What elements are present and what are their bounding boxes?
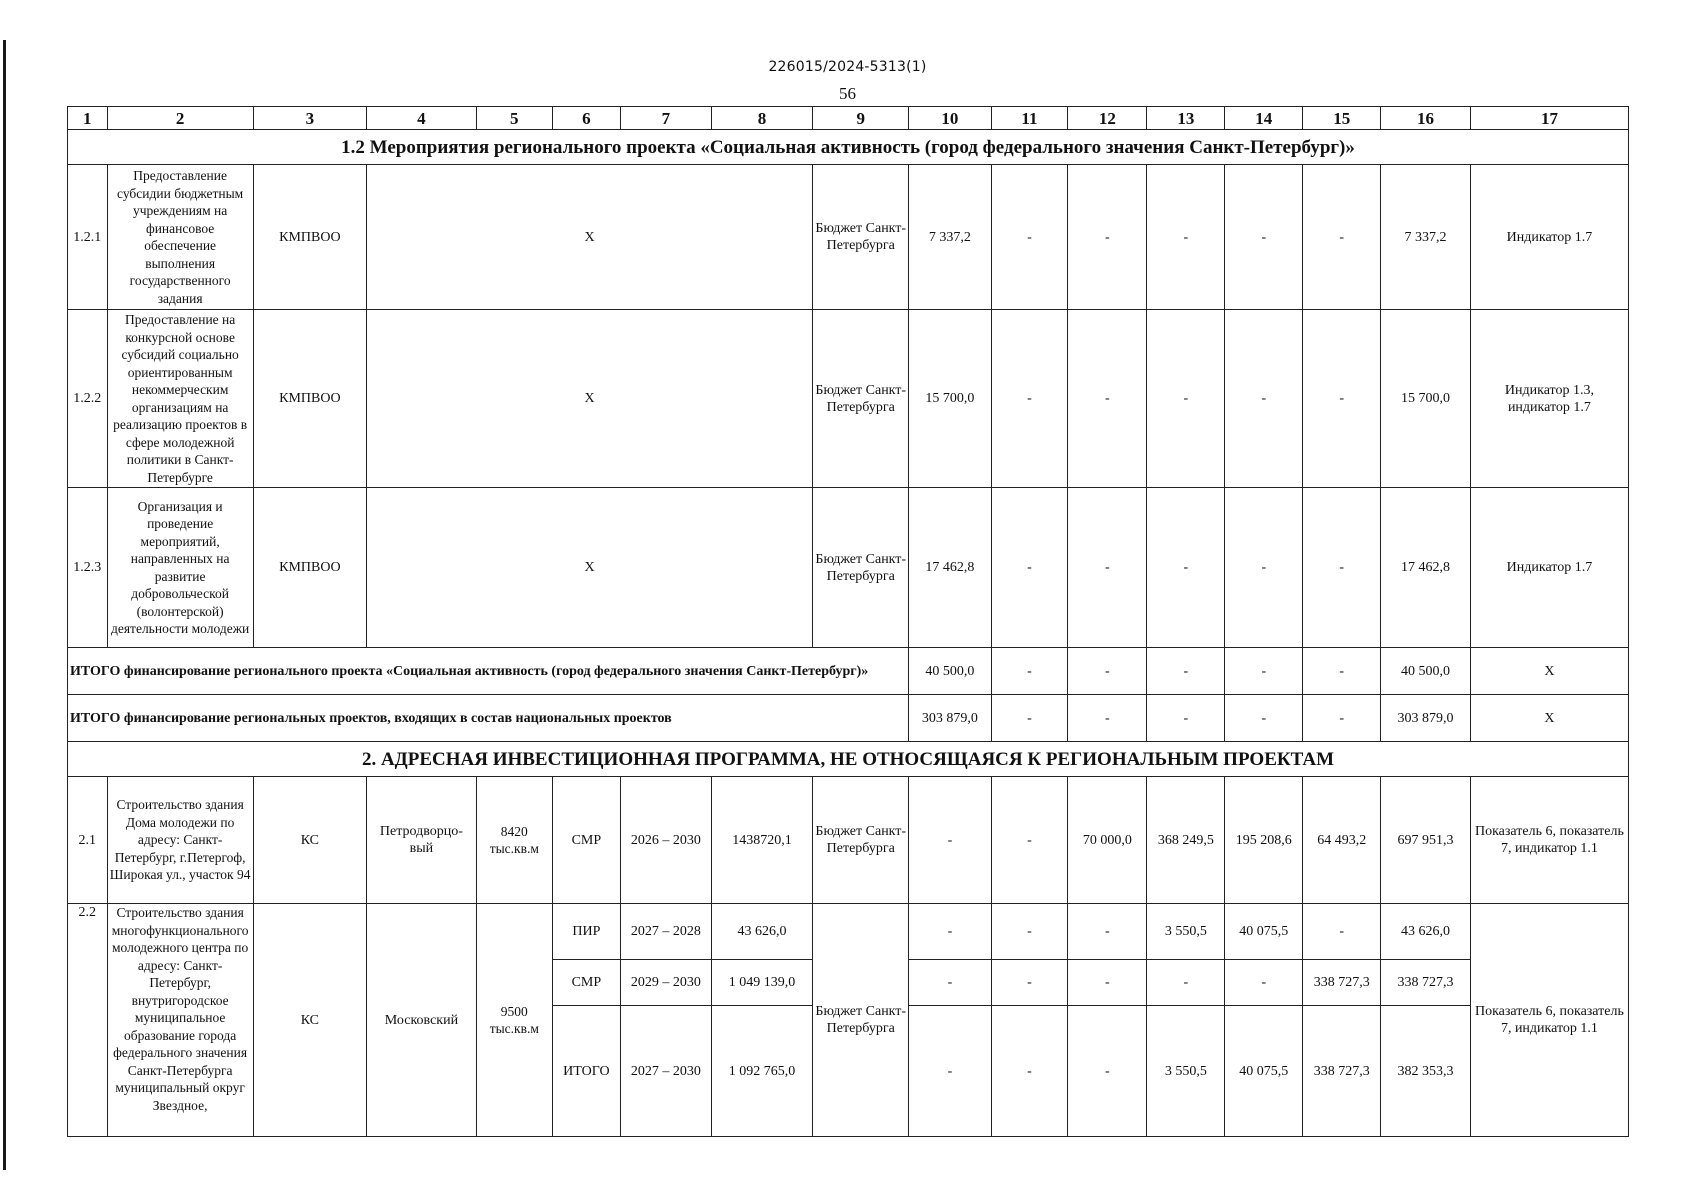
col-number: 2: [107, 107, 253, 130]
cell-value: -: [1225, 695, 1303, 742]
cell-value: 17 462,8: [909, 488, 991, 648]
executor: КС: [253, 777, 366, 904]
cell-value: 3 550,5: [1147, 904, 1225, 960]
cell-value: -: [1147, 488, 1225, 648]
funding-source: Бюджет Санкт-Петербурга: [813, 310, 909, 488]
capacity: 8420 тыс.кв.м: [476, 777, 552, 904]
measure-name: Организация и проведение мероприятий, направленных на развитие добровольческой (волонтерской) деятельности молодежи: [107, 488, 253, 648]
col-number: 12: [1068, 107, 1147, 130]
object-name: Строительство здания многофункционального молодежного центра по адресу: Санкт-Петербург, внутригородское муниципальное образование города федерального значения Санкт-Петербурга муниципальный округ Звездное,: [107, 904, 253, 1137]
cell-value: -: [991, 695, 1068, 742]
cell-value: -: [1068, 904, 1147, 960]
col-number: 6: [552, 107, 620, 130]
total-row: [68, 695, 1629, 742]
district: Петродворцо-вый: [366, 777, 476, 904]
cell-value: -: [1068, 695, 1147, 742]
cell-value: 195 208,6: [1225, 777, 1303, 904]
cell-value: -: [1225, 960, 1303, 1006]
executor: КМПВОО: [253, 165, 366, 310]
estimated-cost: 1 092 765,0: [711, 1006, 812, 1137]
section-heading-row: [68, 130, 1629, 165]
cell-value: -: [1225, 488, 1303, 648]
document-number: 226015/2024-5313(1): [768, 59, 927, 75]
section-heading-row: [68, 742, 1629, 777]
col-number: 5: [476, 107, 552, 130]
indicator: Индикатор 1.7: [1470, 488, 1628, 648]
row-total: 303 879,0: [1381, 695, 1471, 742]
cell-value: -: [1225, 310, 1303, 488]
col-number: 14: [1225, 107, 1303, 130]
executor: КМПВОО: [253, 310, 366, 488]
work-type: СМР: [552, 960, 620, 1006]
cell-value: -: [1303, 488, 1381, 648]
cell-value: 70 000,0: [1068, 777, 1147, 904]
indicator: Индикатор 1.3, индикатор 1.7: [1470, 310, 1628, 488]
row-total: 40 500,0: [1381, 648, 1471, 695]
measure-name: Предоставление на конкурсной основе субсидий социально ориентированным некоммерческим организациям на реализацию проектов в сфере молодежной политики в Санкт-Петербурге: [107, 310, 253, 488]
funding-source: Бюджет Санкт-Петербурга: [813, 904, 909, 1137]
section-2-title: 2. АДРЕСНАЯ ИНВЕСТИЦИОННАЯ ПРОГРАММА, НЕ ОТНОСЯЩАЯСЯ К РЕГИОНАЛЬНЫМ ПРОЕКТАМ: [68, 742, 1629, 777]
row-total: 382 353,3: [1381, 1006, 1471, 1137]
cell-value: -: [1068, 488, 1147, 648]
row-number: 1.2.1: [68, 165, 108, 310]
row-total: 15 700,0: [1381, 310, 1471, 488]
not-applicable-mark: Х: [366, 165, 812, 310]
indicator: Х: [1470, 695, 1628, 742]
cell-value: -: [1303, 310, 1381, 488]
cell-value: -: [991, 648, 1068, 695]
cell-value: -: [909, 904, 991, 960]
period: 2027 – 2030: [621, 1006, 712, 1137]
cell-value: 303 879,0: [909, 695, 991, 742]
row-number: 1.2.2: [68, 310, 108, 488]
cell-value: -: [991, 1006, 1068, 1137]
cell-value: 3 550,5: [1147, 1006, 1225, 1137]
not-applicable-mark: Х: [366, 488, 812, 648]
total-project-label: ИТОГО финансирование регионального проекта «Социальная активность (город федерального значения Санкт-Петербург)»: [68, 648, 909, 695]
cell-value: 338 727,3: [1303, 960, 1381, 1006]
table-row: [68, 488, 1629, 648]
cell-value: -: [1303, 695, 1381, 742]
period: 2027 – 2028: [621, 904, 712, 960]
cell-value: -: [991, 165, 1068, 310]
cell-value: -: [909, 777, 991, 904]
cell-value: -: [1303, 648, 1381, 695]
cell-value: 40 500,0: [909, 648, 991, 695]
cell-value: -: [1068, 1006, 1147, 1137]
indicator: Х: [1470, 648, 1628, 695]
measure-name: Предоставление субсидии бюджетным учреждениям на финансовое обеспечение выполнения государственного задания: [107, 165, 253, 310]
cell-value: -: [1225, 165, 1303, 310]
cell-value: -: [1147, 648, 1225, 695]
estimated-cost: 1 049 139,0: [711, 960, 812, 1006]
row-number: 2.2: [68, 904, 108, 1137]
cell-value: 7 337,2: [909, 165, 991, 310]
estimated-cost: 1438720,1: [711, 777, 812, 904]
cell-value: 15 700,0: [909, 310, 991, 488]
cell-value: -: [991, 960, 1068, 1006]
cell-value: -: [991, 488, 1068, 648]
work-type: СМР: [552, 777, 620, 904]
object-name: Строительство здания Дома молодежи по адресу: Санкт-Петербург, г.Петергоф, Широкая ул., участок 94: [107, 777, 253, 904]
cell-value: -: [991, 310, 1068, 488]
cell-value: -: [1147, 310, 1225, 488]
total-regional-label: ИТОГО финансирование региональных проектов, входящих в состав национальных проектов: [68, 695, 909, 742]
cell-value: -: [1068, 648, 1147, 695]
table-row: [68, 904, 1629, 960]
estimated-cost: 43 626,0: [711, 904, 812, 960]
row-total: 338 727,3: [1381, 960, 1471, 1006]
column-numbers-row: [68, 107, 1629, 130]
table-row: [68, 777, 1629, 904]
cell-value: -: [1303, 904, 1381, 960]
cell-value: 338 727,3: [1303, 1006, 1381, 1137]
col-number: 16: [1381, 107, 1471, 130]
scan-edge-line: [3, 40, 6, 1170]
work-type: ПИР: [552, 904, 620, 960]
col-number: 8: [711, 107, 812, 130]
cell-value: 64 493,2: [1303, 777, 1381, 904]
cell-value: -: [1225, 648, 1303, 695]
col-number: 1: [68, 107, 108, 130]
funding-source: Бюджет Санкт-Петербурга: [813, 165, 909, 310]
col-number: 15: [1303, 107, 1381, 130]
district: Московский: [366, 904, 476, 1137]
cell-value: -: [1303, 165, 1381, 310]
financing-table: [67, 106, 1629, 1137]
row-total: 7 337,2: [1381, 165, 1471, 310]
cell-value: 40 075,5: [1225, 1006, 1303, 1137]
col-number: 13: [1147, 107, 1225, 130]
period: 2026 – 2030: [621, 777, 712, 904]
row-number: 1.2.3: [68, 488, 108, 648]
period: 2029 – 2030: [621, 960, 712, 1006]
executor: КМПВОО: [253, 488, 366, 648]
col-number: 11: [991, 107, 1068, 130]
cell-value: -: [1068, 960, 1147, 1006]
row-number: 2.1: [68, 777, 108, 904]
cell-value: -: [909, 1006, 991, 1137]
indicator: Индикатор 1.7: [1470, 165, 1628, 310]
col-number: 9: [813, 107, 909, 130]
cell-value: -: [1147, 960, 1225, 1006]
indicator: Показатель 6, показатель 7, индикатор 1.1: [1470, 904, 1628, 1137]
cell-value: -: [1147, 165, 1225, 310]
capacity: 9500 тыс.кв.м: [476, 904, 552, 1137]
cell-value: 40 075,5: [1225, 904, 1303, 960]
col-number: 7: [621, 107, 712, 130]
total-row: [68, 648, 1629, 695]
col-number: 3: [253, 107, 366, 130]
cell-value: -: [1068, 310, 1147, 488]
section-1-2-title: 1.2 Мероприятия регионального проекта «Социальная активность (город федерального значения Санкт-Петербург)»: [68, 130, 1629, 165]
col-number: 4: [366, 107, 476, 130]
row-total: 697 951,3: [1381, 777, 1471, 904]
table-row: [68, 310, 1629, 488]
col-number: 17: [1470, 107, 1628, 130]
funding-source: Бюджет Санкт-Петербурга: [813, 488, 909, 648]
cell-value: -: [1068, 165, 1147, 310]
work-type: ИТОГО: [552, 1006, 620, 1137]
table-row: [68, 165, 1629, 310]
page-number: 56: [839, 84, 856, 103]
cell-value: -: [991, 904, 1068, 960]
cell-value: 368 249,5: [1147, 777, 1225, 904]
col-number: 10: [909, 107, 991, 130]
cell-value: -: [1147, 695, 1225, 742]
executor: КС: [253, 904, 366, 1137]
cell-value: -: [991, 777, 1068, 904]
cell-value: -: [909, 960, 991, 1006]
funding-source: Бюджет Санкт-Петербурга: [813, 777, 909, 904]
indicator: Показатель 6, показатель 7, индикатор 1.1: [1470, 777, 1628, 904]
row-total: 17 462,8: [1381, 488, 1471, 648]
not-applicable-mark: Х: [366, 310, 812, 488]
row-total: 43 626,0: [1381, 904, 1471, 960]
